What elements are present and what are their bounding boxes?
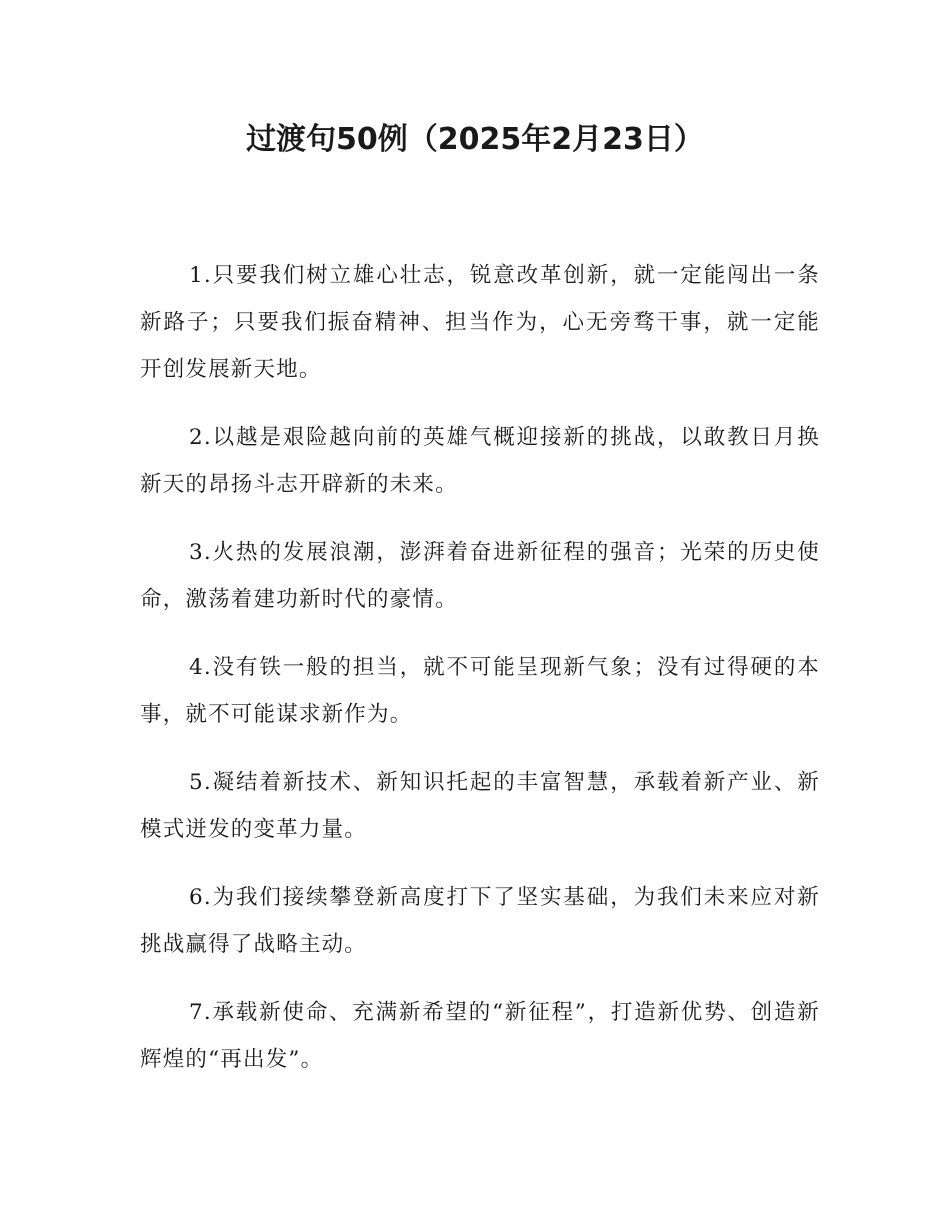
list-item: 5.凝结着新技术、新知识托起的丰富智慧，承载着新产业、新模式迸发的变革力量。 xyxy=(140,770,820,842)
list-item: 7.承载新使命、充满新希望的“新征程”，打造新优势、创造新辉煌的“再出发”。 xyxy=(140,1000,820,1072)
list-item: 6.为我们接续攀登新高度打下了坚实基础，为我们未来应对新挑战赢得了战略主动。 xyxy=(140,885,820,957)
transition-sentence-list xyxy=(140,252,820,1104)
list-item: 2.以越是艰险越向前的英雄气概迎接新的挑战，以敢教日月换新天的昂扬斗志开辟新的未来。 xyxy=(140,425,820,497)
list-item: 1.只要我们树立雄心壮志，锐意改革创新，就一定能闯出一条新路子；只要我们振奋精神、担当作为，心无旁骛干事，就一定能开创发展新天地。 xyxy=(140,263,820,382)
list-item: 4.没有铁一般的担当，就不可能呈现新气象；没有过得硬的本事，就不可能谋求新作为。 xyxy=(140,655,820,727)
document-title: 过渡句50例（2025年2月23日） xyxy=(246,122,704,157)
list-item: 3.火热的发展浪潮，澎湃着奋进新征程的强音；光荣的历史使命，激荡着建功新时代的豪情。 xyxy=(140,540,820,612)
